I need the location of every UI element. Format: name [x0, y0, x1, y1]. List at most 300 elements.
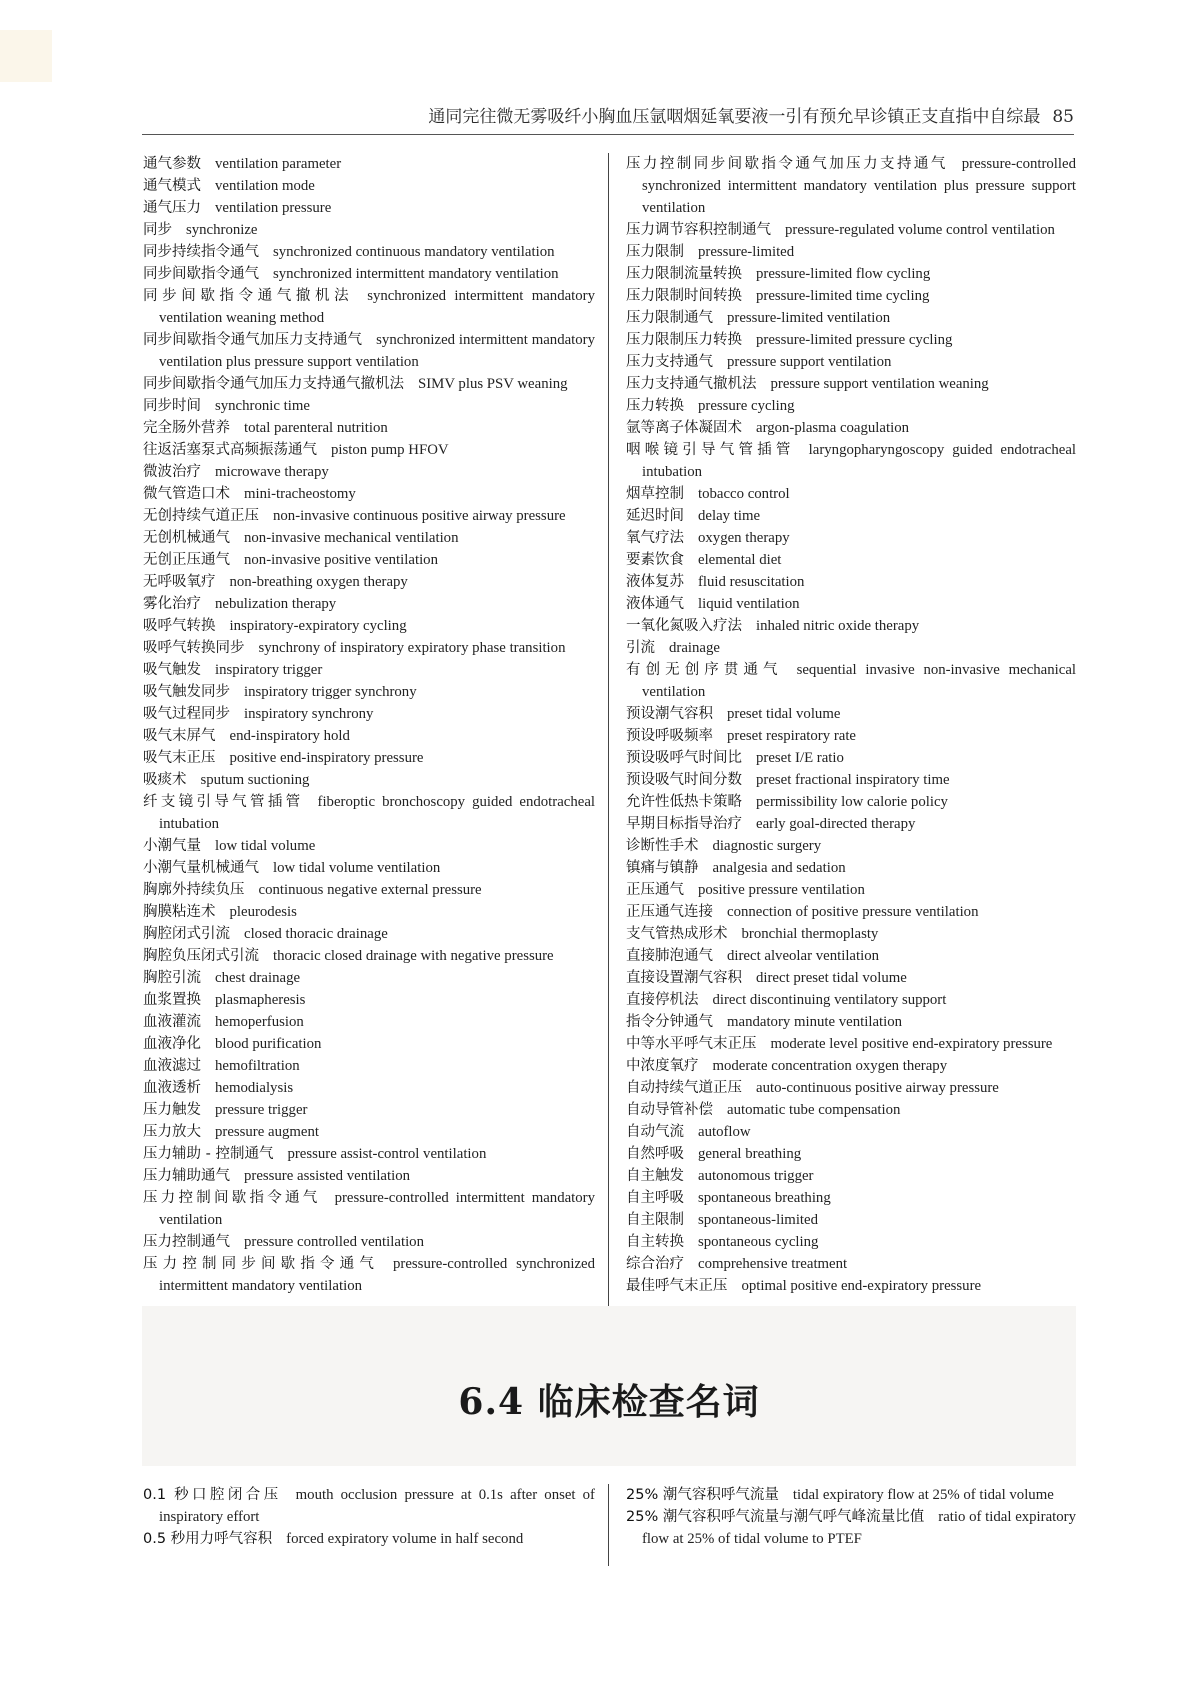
- term-english: ventilation pressure: [215, 200, 332, 216]
- term-chinese: 0.1 秒口腔闭合压: [143, 1487, 282, 1503]
- term-chinese: 无创正压通气: [143, 552, 230, 568]
- term-english: tobacco control: [698, 486, 790, 502]
- term-english: SIMV plus PSV weaning: [418, 376, 568, 392]
- term-chinese: 中浓度氧疗: [626, 1058, 699, 1074]
- glossary-entry: [626, 637, 1076, 659]
- term-chinese: 血液灌流: [143, 1014, 201, 1030]
- glossary-entry: [143, 1033, 595, 1055]
- glossary-entry: [626, 1077, 1076, 1099]
- glossary-entry: [143, 1077, 595, 1099]
- term-english: spontaneous breathing: [698, 1190, 831, 1206]
- term-english: pressure augment: [215, 1124, 319, 1140]
- term-english: mouth occlusion pressure at 0.1s after onset of inspiratory effort: [159, 1487, 595, 1525]
- term-english: preset tidal volume: [727, 706, 841, 722]
- glossary-entry: [143, 703, 595, 725]
- term-chinese: 中等水平呼气末正压: [626, 1036, 757, 1052]
- term-chinese: 同步间歇指令通气加压力支持通气: [143, 332, 363, 348]
- term-english: hemofiltration: [215, 1058, 300, 1074]
- term-chinese: 压力控制同步间歇指令通气加压力支持通气: [626, 156, 948, 172]
- term-english: elemental diet: [698, 552, 782, 568]
- term-english: fiberoptic bronchoscopy guided endotracheal intubation: [159, 794, 595, 832]
- term-chinese: 压力辅助 - 控制通气: [143, 1146, 274, 1162]
- glossary-entry: [626, 659, 1076, 703]
- term-chinese: 血浆置换: [143, 992, 201, 1008]
- term-chinese: 吸气触发同步: [143, 684, 230, 700]
- glossary-entry: [143, 615, 595, 637]
- term-chinese: 血液透析: [143, 1080, 201, 1096]
- corner-page-tab: [0, 30, 52, 82]
- term-chinese: 支气管热成形术: [626, 926, 728, 942]
- term-english: mandatory minute ventilation: [727, 1014, 903, 1030]
- glossary-entry: [626, 1011, 1076, 1033]
- glossary-column-left-bottom: [143, 1484, 595, 1550]
- glossary-entry: [626, 835, 1076, 857]
- term-english: pressure-controlled intermittent mandatory ventilation: [159, 1190, 596, 1228]
- glossary-entry: [143, 285, 595, 329]
- term-chinese: 自主限制: [626, 1212, 684, 1228]
- term-chinese: 液体通气: [626, 596, 684, 612]
- term-english: plasmapheresis: [215, 992, 306, 1008]
- term-chinese: 指令分钟通气: [626, 1014, 713, 1030]
- term-chinese: 雾化治疗: [143, 596, 201, 612]
- column-divider-bottom: [608, 1484, 609, 1566]
- term-english: non-invasive continuous positive airway pressure: [273, 508, 566, 524]
- term-english: non-invasive positive ventilation: [244, 552, 438, 568]
- term-chinese: 压力控制间歇指令通气: [143, 1190, 321, 1206]
- glossary-entry: [143, 1253, 595, 1297]
- glossary-entry: [143, 549, 595, 571]
- term-english: oxygen therapy: [698, 530, 790, 546]
- glossary-entry: [143, 417, 595, 439]
- glossary-entry: [626, 747, 1076, 769]
- term-chinese: 小潮气量机械通气: [143, 860, 259, 876]
- glossary-entry: [143, 483, 595, 505]
- term-english: continuous negative external pressure: [258, 882, 482, 898]
- glossary-entry: [143, 725, 595, 747]
- term-english: pressure-limited pressure cycling: [756, 332, 953, 348]
- term-chinese: 自动持续气道正压: [626, 1080, 742, 1096]
- term-chinese: 压力控制同步间歇指令通气: [143, 1256, 380, 1272]
- term-chinese: 压力限制通气: [626, 310, 713, 326]
- glossary-entry: [626, 285, 1076, 307]
- section-title: 6.4 临床检查名词: [458, 1381, 760, 1423]
- glossary-entry: [143, 989, 595, 1011]
- term-chinese: 一氧化氮吸入疗法: [626, 618, 742, 634]
- term-english: non-invasive mechanical ventilation: [244, 530, 459, 546]
- term-chinese: 同步间歇指令通气撤机法: [143, 288, 354, 304]
- term-chinese: 微波治疗: [143, 464, 201, 480]
- term-chinese: 吸呼气转换同步: [143, 640, 245, 656]
- glossary-entry: [626, 923, 1076, 945]
- glossary-column-right-bottom: [626, 1484, 1076, 1550]
- term-english: inspiratory trigger synchrony: [244, 684, 417, 700]
- glossary-entry: [143, 1055, 595, 1077]
- term-chinese: 吸气末正压: [143, 750, 216, 766]
- glossary-entry: [143, 527, 595, 549]
- glossary-entry: [626, 527, 1076, 549]
- glossary-entry: [626, 373, 1076, 395]
- glossary-entry: [143, 1231, 595, 1253]
- glossary-entry: [143, 1165, 595, 1187]
- term-english: synchrony of inspiratory expiratory phase transition: [258, 640, 566, 656]
- term-english: direct preset tidal volume: [756, 970, 907, 986]
- glossary-entry: [143, 175, 595, 197]
- term-english: non-breathing oxygen therapy: [229, 574, 408, 590]
- glossary-entry: [143, 879, 595, 901]
- term-english: sequential invasive non-invasive mechanical ventilation: [642, 662, 1077, 700]
- term-english: direct discontinuing ventilatory support: [712, 992, 947, 1008]
- glossary-entry: [626, 769, 1076, 791]
- term-english: pressure-limited flow cycling: [756, 266, 931, 282]
- glossary-entry: [143, 241, 595, 263]
- term-chinese: 同步时间: [143, 398, 201, 414]
- glossary-entry: [143, 747, 595, 769]
- term-chinese: 通气参数: [143, 156, 201, 172]
- term-english: optimal positive end-expiratory pressure: [741, 1278, 982, 1294]
- glossary-entry: [626, 857, 1076, 879]
- glossary-entry: [143, 263, 595, 285]
- glossary-entry: [143, 219, 595, 241]
- term-english: drainage: [669, 640, 720, 656]
- term-chinese: 压力触发: [143, 1102, 201, 1118]
- glossary-entry: [626, 571, 1076, 593]
- term-chinese: 胸膜粘连术: [143, 904, 216, 920]
- term-chinese: 压力控制通气: [143, 1234, 230, 1250]
- glossary-entry: [626, 417, 1076, 439]
- glossary-entry: [143, 967, 595, 989]
- term-english: blood purification: [215, 1036, 322, 1052]
- term-chinese: 自动气流: [626, 1124, 684, 1140]
- glossary-entry: [626, 703, 1076, 725]
- term-english: synchronized intermittent mandatory ventilation weaning method: [159, 288, 596, 326]
- glossary-entry: [626, 263, 1076, 285]
- term-english: general breathing: [698, 1146, 802, 1162]
- term-english: positive pressure ventilation: [698, 882, 865, 898]
- glossary-entry: [143, 1528, 595, 1550]
- term-chinese: 自然呼吸: [626, 1146, 684, 1162]
- glossary-entry: [626, 1484, 1076, 1506]
- term-english: pressure-regulated volume control ventilation: [785, 222, 1055, 238]
- term-chinese: 吸痰术: [143, 772, 187, 788]
- term-english: pressure support ventilation: [727, 354, 892, 370]
- term-chinese: 压力限制压力转换: [626, 332, 742, 348]
- term-chinese: 25% 潮气容积呼气流量: [626, 1487, 779, 1503]
- section-banner: [142, 1306, 1076, 1466]
- term-chinese: 有创无创序贯通气: [626, 662, 783, 678]
- term-english: permissibility low calorie policy: [756, 794, 948, 810]
- term-english: closed thoracic drainage: [244, 926, 388, 942]
- term-english: inspiratory trigger: [215, 662, 323, 678]
- glossary-entry: [626, 153, 1076, 219]
- glossary-entry: [626, 439, 1076, 483]
- term-chinese: 液体复苏: [626, 574, 684, 590]
- term-english: total parenteral nutrition: [244, 420, 388, 436]
- glossary-entry: [626, 967, 1076, 989]
- glossary-entry: [626, 615, 1076, 637]
- glossary-entry: [626, 329, 1076, 351]
- term-english: autonomous trigger: [698, 1168, 814, 1184]
- term-english: inspiratory-expiratory cycling: [229, 618, 407, 634]
- term-chinese: 最佳呼气末正压: [626, 1278, 728, 1294]
- term-chinese: 完全肠外营养: [143, 420, 230, 436]
- term-english: laryngopharyngoscopy guided endotracheal intubation: [642, 442, 1077, 480]
- glossary-entry: [626, 813, 1076, 835]
- term-chinese: 血液滤过: [143, 1058, 201, 1074]
- glossary-entry: [626, 1253, 1076, 1275]
- term-english: ventilation parameter: [215, 156, 342, 172]
- term-chinese: 0.5 秒用力呼气容积: [143, 1531, 273, 1547]
- glossary-entry: [626, 483, 1076, 505]
- term-chinese: 直接停机法: [626, 992, 699, 1008]
- term-chinese: 吸气末屏气: [143, 728, 216, 744]
- glossary-entry: [143, 637, 595, 659]
- term-english: preset respiratory rate: [727, 728, 856, 744]
- term-chinese: 同步间歇指令通气: [143, 266, 259, 282]
- term-chinese: 压力支持通气: [626, 354, 713, 370]
- term-english: synchronized intermittent mandatory ventilation: [273, 266, 559, 282]
- glossary-entry: [626, 989, 1076, 1011]
- term-english: pressure-controlled synchronized intermittent mandatory ventilation plus pressure support ventilation: [642, 156, 1076, 216]
- term-english: hemodialysis: [215, 1080, 294, 1096]
- term-chinese: 引流: [626, 640, 655, 656]
- term-english: early goal-directed therapy: [756, 816, 916, 832]
- term-english: preset fractional inspiratory time: [756, 772, 950, 788]
- term-english: end-inspiratory hold: [229, 728, 350, 744]
- term-chinese: 咽喉镜引导气管插管: [626, 442, 795, 458]
- glossary-entry: [143, 835, 595, 857]
- term-chinese: 同步: [143, 222, 172, 238]
- term-english: diagnostic surgery: [712, 838, 822, 854]
- term-chinese: 压力辅助通气: [143, 1168, 230, 1184]
- term-english: pressure-limited ventilation: [727, 310, 891, 326]
- glossary-entry: [626, 1187, 1076, 1209]
- term-chinese: 无呼吸氧疗: [143, 574, 216, 590]
- glossary-entry: [626, 1506, 1076, 1550]
- term-chinese: 预设吸呼气时间比: [626, 750, 742, 766]
- glossary-entry: [626, 1099, 1076, 1121]
- term-chinese: 直接设置潮气容积: [626, 970, 742, 986]
- glossary-entry: [626, 1165, 1076, 1187]
- term-english: synchronic time: [215, 398, 310, 414]
- glossary-entry: [626, 241, 1076, 263]
- term-chinese: 压力限制流量转换: [626, 266, 742, 282]
- term-chinese: 自主触发: [626, 1168, 684, 1184]
- glossary-entry: [626, 395, 1076, 417]
- term-chinese: 烟草控制: [626, 486, 684, 502]
- term-chinese: 纤支镜引导气管插管: [143, 794, 304, 810]
- term-chinese: 压力限制时间转换: [626, 288, 742, 304]
- glossary-entry: [143, 659, 595, 681]
- glossary-entry: [626, 219, 1076, 241]
- term-english: inspiratory synchrony: [244, 706, 374, 722]
- term-english: pressure assist-control ventilation: [287, 1146, 487, 1162]
- term-english: forced expiratory volume in half second: [286, 1531, 524, 1547]
- glossary-entry: [143, 1484, 595, 1528]
- glossary-entry: [143, 197, 595, 219]
- term-chinese: 压力放大: [143, 1124, 201, 1140]
- term-english: thoracic closed drainage with negative pressure: [273, 948, 554, 964]
- term-english: chest drainage: [215, 970, 301, 986]
- glossary-column-right: [626, 153, 1076, 1297]
- term-chinese: 预设呼吸频率: [626, 728, 713, 744]
- glossary-entry: [143, 769, 595, 791]
- term-english: direct alveolar ventilation: [727, 948, 880, 964]
- glossary-entry: [143, 153, 595, 175]
- term-chinese: 同步间歇指令通气加压力支持通气撤机法: [143, 376, 404, 392]
- term-english: fluid resuscitation: [698, 574, 805, 590]
- term-chinese: 要素饮食: [626, 552, 684, 568]
- glossary-entry: [626, 901, 1076, 923]
- term-english: piston pump HFOV: [331, 442, 449, 458]
- term-chinese: 压力转换: [626, 398, 684, 414]
- glossary-entry: [143, 1187, 595, 1231]
- term-chinese: 胸腔闭式引流: [143, 926, 230, 942]
- term-english: bronchial thermoplasty: [741, 926, 879, 942]
- term-english: liquid ventilation: [698, 596, 800, 612]
- glossary-entry: [143, 1011, 595, 1033]
- glossary-entry: [626, 307, 1076, 329]
- term-english: moderate concentration oxygen therapy: [712, 1058, 948, 1074]
- term-english: pressure support ventilation weaning: [770, 376, 989, 392]
- term-english: preset I/E ratio: [756, 750, 844, 766]
- glossary-entry: [143, 461, 595, 483]
- term-english: nebulization therapy: [215, 596, 337, 612]
- term-chinese: 直接肺泡通气: [626, 948, 713, 964]
- term-chinese: 自主转换: [626, 1234, 684, 1250]
- glossary-entry: [143, 857, 595, 879]
- glossary-entry: [143, 923, 595, 945]
- term-english: pressure trigger: [215, 1102, 308, 1118]
- glossary-column-left: [143, 153, 595, 1297]
- glossary-entry: [626, 351, 1076, 373]
- term-english: ventilation mode: [215, 178, 315, 194]
- glossary-entry: [143, 901, 595, 923]
- term-chinese: 胸腔引流: [143, 970, 201, 986]
- term-chinese: 综合治疗: [626, 1256, 684, 1272]
- term-english: microwave therapy: [215, 464, 329, 480]
- term-english: inhaled nitric oxide therapy: [756, 618, 920, 634]
- term-english: mini-tracheostomy: [244, 486, 356, 502]
- term-english: pressure-limited: [698, 244, 795, 260]
- term-chinese: 自主呼吸: [626, 1190, 684, 1206]
- glossary-entry: [143, 1121, 595, 1143]
- term-english: moderate level positive end-expiratory pressure: [770, 1036, 1053, 1052]
- term-chinese: 自动导管补偿: [626, 1102, 713, 1118]
- term-english: pleurodesis: [229, 904, 297, 920]
- term-english: synchronized intermittent mandatory ventilation plus pressure support ventilation: [159, 332, 595, 370]
- term-chinese: 25% 潮气容积呼气流量与潮气呼气峰流量比值: [626, 1509, 925, 1525]
- glossary-entry: [626, 593, 1076, 615]
- term-english: delay time: [698, 508, 761, 524]
- glossary-entry: [626, 1209, 1076, 1231]
- term-chinese: 吸气触发: [143, 662, 201, 678]
- term-english: sputum suctioning: [200, 772, 310, 788]
- term-english: connection of positive pressure ventilation: [727, 904, 979, 920]
- glossary-entry: [626, 879, 1076, 901]
- glossary-entry: [143, 791, 595, 835]
- term-english: positive end-inspiratory pressure: [229, 750, 424, 766]
- term-chinese: 胸廓外持续负压: [143, 882, 245, 898]
- glossary-entry: [626, 1055, 1076, 1077]
- term-english: autoflow: [698, 1124, 751, 1140]
- term-chinese: 通气模式: [143, 178, 201, 194]
- running-title: 通同完往微无雾吸纤小胸血压氩咽烟延氧要液一引有预允早诊镇正支直指中自综最: [428, 107, 1041, 127]
- term-english: tidal expiratory flow at 25% of tidal volume: [792, 1487, 1054, 1503]
- term-english: pressure cycling: [698, 398, 795, 414]
- term-chinese: 正压通气连接: [626, 904, 713, 920]
- glossary-entry: [143, 1099, 595, 1121]
- term-chinese: 诊断性手术: [626, 838, 699, 854]
- term-chinese: 正压通气: [626, 882, 684, 898]
- running-header: [142, 100, 1074, 135]
- term-chinese: 吸气过程同步: [143, 706, 230, 722]
- glossary-entry: [143, 373, 595, 395]
- glossary-entry: [143, 571, 595, 593]
- term-chinese: 小潮气量: [143, 838, 201, 854]
- term-english: spontaneous-limited: [698, 1212, 819, 1228]
- term-english: analgesia and sedation: [712, 860, 846, 876]
- term-chinese: 无创持续气道正压: [143, 508, 259, 524]
- term-english: pressure controlled ventilation: [244, 1234, 424, 1250]
- glossary-entry: [143, 395, 595, 417]
- column-divider: [608, 153, 609, 1307]
- glossary-entry: [143, 945, 595, 967]
- glossary-entry: [626, 1231, 1076, 1253]
- term-english: pressure-limited time cycling: [756, 288, 930, 304]
- term-chinese: 压力支持通气撤机法: [626, 376, 757, 392]
- term-chinese: 延迟时间: [626, 508, 684, 524]
- term-english: pressure-controlled synchronized intermittent mandatory ventilation: [159, 1256, 596, 1294]
- term-chinese: 同步持续指令通气: [143, 244, 259, 260]
- term-chinese: 预设潮气容积: [626, 706, 713, 722]
- term-chinese: 允许性低热卡策略: [626, 794, 742, 810]
- term-chinese: 血液净化: [143, 1036, 201, 1052]
- term-english: spontaneous cycling: [698, 1234, 819, 1250]
- glossary-entry: [143, 1143, 595, 1165]
- glossary-entry: [143, 505, 595, 527]
- term-chinese: 往返活塞泵式高频振荡通气: [143, 442, 317, 458]
- term-chinese: 压力调节容积控制通气: [626, 222, 771, 238]
- glossary-entry: [626, 505, 1076, 527]
- term-english: auto-continuous positive airway pressure: [756, 1080, 999, 1096]
- term-english: ratio of tidal expiratory flow at 25% of tidal volume to PTEF: [642, 1509, 1076, 1547]
- glossary-entry: [626, 549, 1076, 571]
- term-chinese: 氩等离子体凝固术: [626, 420, 742, 436]
- term-chinese: 无创机械通气: [143, 530, 230, 546]
- glossary-entry: [143, 329, 595, 373]
- glossary-entry: [626, 1121, 1076, 1143]
- term-chinese: 压力限制: [626, 244, 684, 260]
- glossary-entry: [143, 593, 595, 615]
- term-english: low tidal volume ventilation: [273, 860, 441, 876]
- term-english: synchronized continuous mandatory ventilation: [273, 244, 555, 260]
- term-chinese: 预设吸气时间分数: [626, 772, 742, 788]
- term-english: automatic tube compensation: [727, 1102, 901, 1118]
- term-chinese: 吸呼气转换: [143, 618, 216, 634]
- glossary-entry: [626, 1033, 1076, 1055]
- term-english: argon-plasma coagulation: [756, 420, 909, 436]
- term-english: comprehensive treatment: [698, 1256, 848, 1272]
- term-english: hemoperfusion: [215, 1014, 304, 1030]
- glossary-entry: [626, 725, 1076, 747]
- glossary-entry: [143, 439, 595, 461]
- term-chinese: 通气压力: [143, 200, 201, 216]
- term-chinese: 微气管造口术: [143, 486, 230, 502]
- glossary-entry: [626, 945, 1076, 967]
- term-chinese: 早期目标指导治疗: [626, 816, 742, 832]
- term-chinese: 胸腔负压闭式引流: [143, 948, 259, 964]
- term-english: pressure assisted ventilation: [244, 1168, 411, 1184]
